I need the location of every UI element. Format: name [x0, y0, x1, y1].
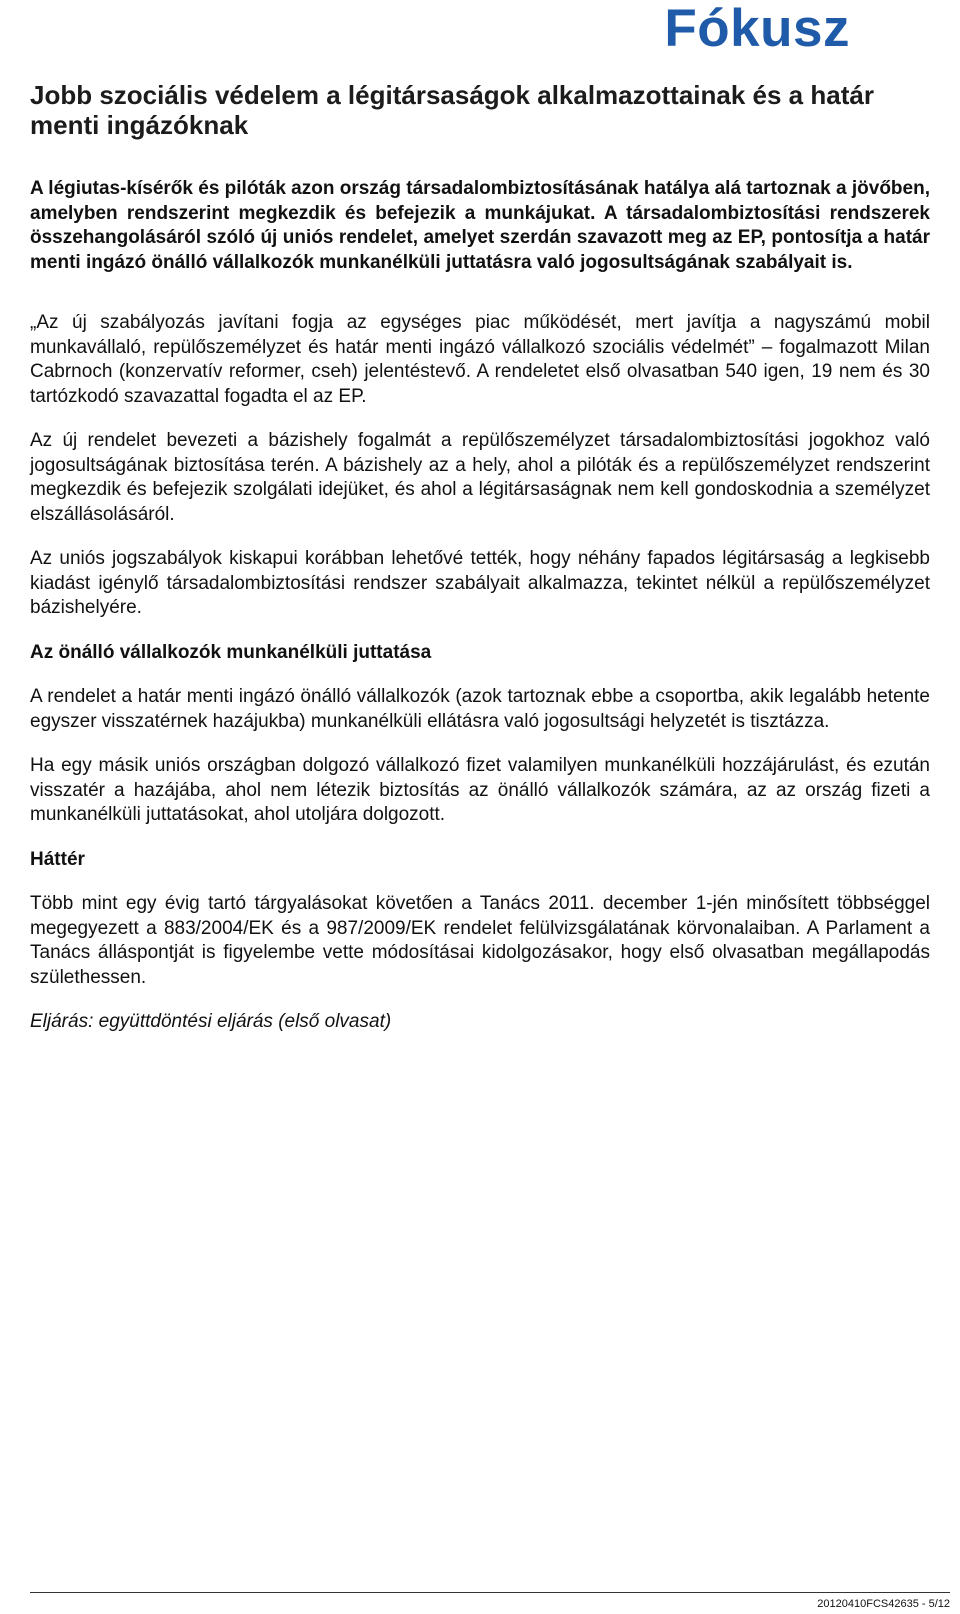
- article: [30, 80, 930, 1035]
- subheading-background: Háttér: [30, 848, 85, 870]
- article-paragraph-5: Ha egy másik uniós országban dolgozó vállalkozó fizet valamilyen munkanélküli hozzájárulást, és ezután visszatér a hazájába, ahol nem létezik biztosítás az önálló vállalkozók számára, az az ország fizeti a munkanélküli juttatásokat, ahol utoljára dolgozott.: [30, 755, 930, 825]
- procedure-note: Eljárás: együttdöntési eljárás (első olvasat): [30, 1011, 392, 1032]
- article-paragraph-6: Több mint egy évig tartó tárgyalásokat követően a Tanács 2011. december 1-jén minősített többséggel megegyezett a 883/2004/EK és a 987/2009/EK rendelet felülvizsgálatának körvonalaiban. A Parlament a Tanács álláspontját is figyelembe vette módosításai kidolgozásakor, hogy első olvasatban megállapodás születhessen.: [30, 893, 930, 988]
- article-title: Jobb szociális védelem a légitársaságok alkalmazottainak és a határ menti ingázóknak: [30, 80, 874, 140]
- article-paragraph-1: „Az új szabályozás javítani fogja az egységes piac működését, mert javítja a nagyszámú mobil munkavállaló, repülőszemélyzet és határ menti ingázó vállalkozó szociális védelmét” – fogalmazott Milan Cabrnoch (konzervatív reformer, cseh) jelentéstevő. A rendeletet első olvasatban 540 igen, 19 nem és 30 tartózkodó szavazattal fogadta el az EP.: [30, 312, 930, 407]
- subheading-unemployment: Az önálló vállalkozók munkanélküli juttatása: [30, 641, 432, 663]
- footer-reference: 20120410FCS42635 - 5/12: [817, 1598, 950, 1610]
- article-paragraph-4: A rendelet a határ menti ingázó önálló vállalkozók (azok tartoznak ebbe a csoportba, akik legalább hetente egyszer visszatérnek hazájukba) munkanélküli ellátásra való jogosultsági helyzetét is tisztázza.: [30, 686, 930, 732]
- article-lead: A légiutas-kísérők és pilóták azon ország társadalombiztosításának hatálya alá tartoznak a jövőben, amelyben rendszerint megkezdik és befejezik a munkájukat. A társadalombiztosítási rendszerek összehangolásáról szóló új uniós rendelet, amelyet szerdán szavazott meg az EP, pontosítja a határ menti ingázó önálló vállalkozók munkanélküli juttatásra való jogosultságának szabályait is.: [30, 178, 930, 273]
- article-paragraph-3: Az uniós jogszabályok kiskapui korábban lehetővé tették, hogy néhány fapados légitársaság a legkisebb kiadást igénylő társadalombiztosítási rendszer szabályait alkalmazza, tekintet nélkül a repülőszemélyzet bázishelyére.: [30, 548, 930, 618]
- footer-divider: [30, 1592, 950, 1593]
- article-paragraph-2: Az új rendelet bevezeti a bázishely fogalmát a repülőszemélyzet társadalombiztosítási jogokhoz való jogosultságának biztosítása terén. A bázishely az a hely, ahol a pilóták és a repülőszemélyzet rendszerint megkezdik és befejezik szolgálati idejüket, és ahol a légitársaságnak nem kell gondoskodnia a személyzet elszállásolásáról.: [30, 430, 930, 525]
- section-label: Fókusz: [664, 0, 850, 58]
